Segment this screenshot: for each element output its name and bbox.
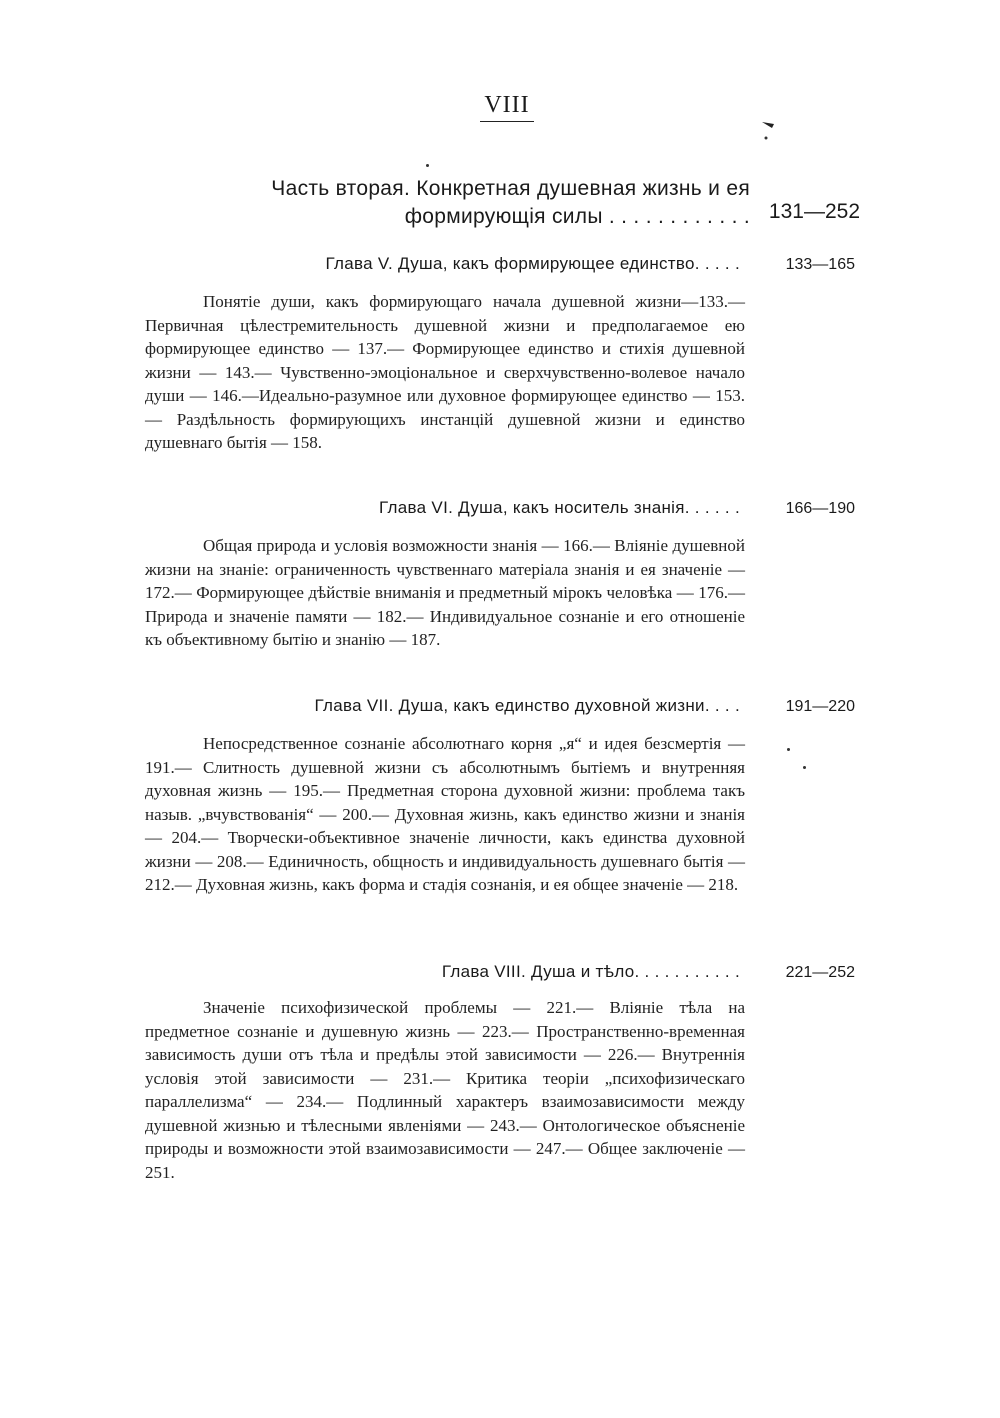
scan-speck xyxy=(426,164,429,167)
chapter-page-range: 166—190 xyxy=(785,500,855,517)
part-title: Часть вторая. Конкретная душевная жизнь и ея формирующія силы . . . . . . . . . . . . xyxy=(271,177,750,228)
chapter-title: Глава VIII. Душа и тѣло. . . . . . . . . . . xyxy=(441,962,740,981)
scan-speck-mark xyxy=(760,118,790,148)
chapter-page-range: 191—220 xyxy=(785,698,855,715)
chapter-summary: Значеніе психофизической проблемы — 221.— Вліяніе тѣла на предметное сознаніе и душевную жизнь — 223.— Пространственно-временная зависимость души отъ тѣла и предѣлы этой зависимости — 226.— Внутреннія условія этой зависимости — 231.— Критика теоріи „психофизическаго параллелизма“ — 234.— Подлинный характеръ взаимозависимости между душевной жизнью и тѣлесными явленіями — 243.— Онтологическое объясненіе природы и возможности этой взаимозависимости — 247.— Общее заключеніе — 251. xyxy=(145,998,745,1182)
page-number: VIII xyxy=(480,92,534,122)
scan-speck xyxy=(787,748,790,751)
chapter-title: Глава V. Душа, какъ формирующее единство. . . . . xyxy=(325,254,740,273)
chapter-summary: Непосредственное сознаніе абсолютнаго корня „я“ и идея безсмертія — 191.— Слитность душевной жизни съ абсолютнымъ бытіемъ и внутренняя духовная жизнь — 195.— Предметная сторона духовной жизни: проблема такъ назыв. „вчувствованія“ — 200.— Духовная жизнь, какъ единство жизни и знанія — 204.— Творчески-объективное значеніе личности, какъ единства духовной жизни — 208.— Единичность, общность и индивидуальность душевнаго бытія — 212.— Духовная жизнь, какъ форма и стадія сознанія, и ея общее значеніе — 218. xyxy=(145,734,745,894)
chapter-page-range: 221—252 xyxy=(785,964,855,981)
scan-speck xyxy=(803,766,806,769)
chapter-title: Глава VII. Душа, какъ единство духовной жизни. . . . xyxy=(314,696,740,715)
chapter-summary: Общая природа и условія возможности знанія — 166.— Вліяніе душевной жизни на знаніе: ограниченность чувственнаго матеріала знанія и ея значеніе — 172.— Формирующее дѣйствіе вниманія и предметный мірокъ человѣка — 176.— Природа и значеніе памяти — 182.— Индивидуальное сознаніе и его отношеніе къ объективному бытію и знанію — 187. xyxy=(145,536,745,649)
chapter-page-range: 133—165 xyxy=(785,256,855,273)
part-page-range: 131—252 xyxy=(768,200,860,223)
chapter-summary: Понятіе души, какъ формирующаго начала душевной жизни—133.— Первичная цѣлестремительность душевной жизни и предполагаемое ею формирующее единство — 137.— Формирующее единство и стихія душевной жизни — 143.— Чувственно-эмоціональное и сверхчувственно-волевое начало души — 146.—Идеально-разумное или духовное формирующее единство — 153.— Раздѣльность формирующихъ инстанцій душевной жизни и единство душевнаго бытія — 158. xyxy=(145,292,745,452)
chapter-title: Глава VI. Душа, какъ носитель знанія. . . . . . xyxy=(378,498,740,517)
